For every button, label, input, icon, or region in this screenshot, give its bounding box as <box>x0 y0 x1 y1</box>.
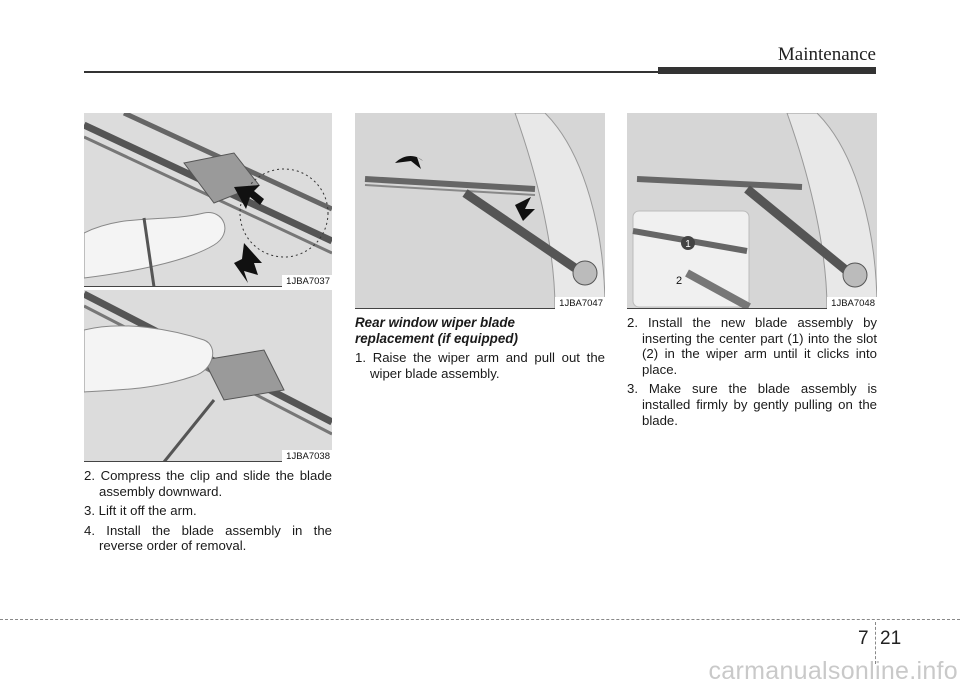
figure-code: 1JBA7038 <box>282 450 332 462</box>
watermark: carmanualsonline.info <box>708 657 958 685</box>
step-3: 3. Lift it off the arm. <box>84 503 197 519</box>
footer-dashed-rule <box>0 619 960 620</box>
header-rule-thin <box>84 71 658 73</box>
callout-2: 2 <box>675 275 683 287</box>
middle-column-text <box>355 315 605 385</box>
section-title: Maintenance <box>777 44 876 65</box>
figure-code: 1JBA7048 <box>827 297 877 309</box>
figure-code: 1JBA7047 <box>555 297 605 309</box>
figure-blade-lift-off <box>84 290 332 462</box>
heading-line-2: replacement (if equipped) <box>355 330 518 346</box>
header-rule-thick <box>658 67 876 74</box>
rear-wiper-install-illustration <box>627 113 877 309</box>
step-2: 2. Install the new blade assembly by inserting the center part (1) into the slot (2) in the wiper arm until it clicks into place. <box>627 315 877 377</box>
left-column-text <box>84 468 332 558</box>
figure-rear-wiper-install <box>627 113 877 309</box>
step-4: 4. Install the blade assembly in the reverse order of removal. <box>84 522 332 554</box>
wiper-blade-illustration <box>84 113 332 287</box>
figure-blade-clip-compress <box>84 113 332 287</box>
wiper-blade-illustration <box>84 290 332 462</box>
section-heading <box>355 315 605 346</box>
rear-wiper-illustration <box>355 113 605 309</box>
callout-1: 1 <box>685 239 691 250</box>
page-number: 21 <box>880 628 902 649</box>
step-3: 3. Make sure the blade assembly is installed firmly by gently pulling on the blade. <box>627 381 877 428</box>
chapter-number: 7 <box>858 628 869 649</box>
right-column-text <box>627 315 877 432</box>
heading-line-1: Rear window wiper blade <box>355 315 515 330</box>
figure-code: 1JBA7037 <box>282 275 332 287</box>
figure-rear-wiper-raise <box>355 113 605 309</box>
step-2: 2. Compress the clip and slide the blade assembly downward. <box>84 468 332 499</box>
step-1: 1. Raise the wiper arm and pull out the wiper blade assembly. <box>355 350 605 381</box>
